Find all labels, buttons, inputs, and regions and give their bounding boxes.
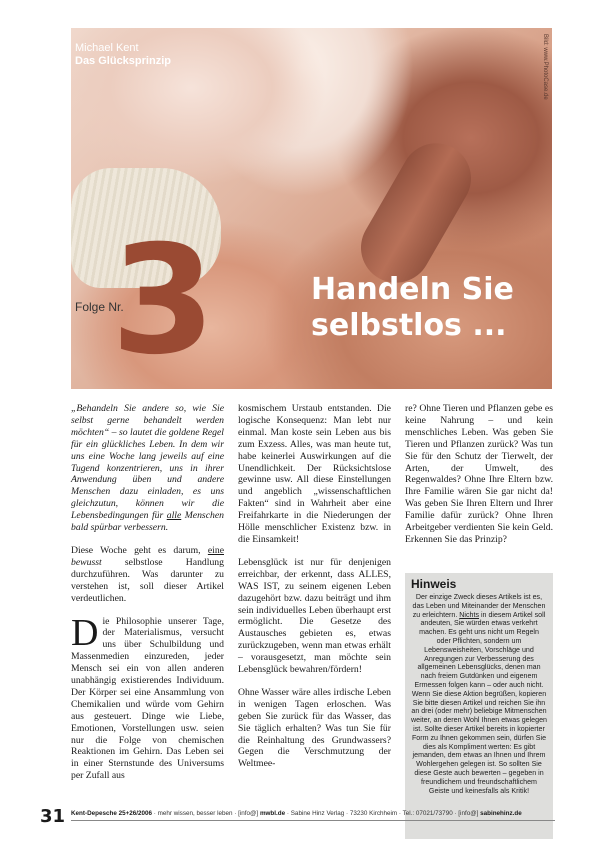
headline-line-1: Handeln Sie (311, 272, 514, 307)
body-paragraph: re? Ohne Tieren und Pflanzen gebe es keine Nahrung – und kein menschliches Leben. Was geben Sie Tieren und Pflanzen zurück? Was tun Sie für den Schutz der Tierwelt, der Arten, der Umwelt, des Regenwaldes? Ohne Ihre Eltern bzw. Ihre Familie wären Sie gar nicht da! Was geben Sie Ihren Eltern und Ihrer Familie dafür zurück? Ohne Ihren Arbeitgeber verdienten Sie kein Geld. Erkennen Sie das Prinzip? (405, 403, 553, 545)
headline (311, 272, 514, 344)
hero-photo (71, 28, 552, 389)
folge-number: 3 (111, 214, 216, 388)
hinweis-title: Hinweis (411, 577, 457, 591)
column-3 (405, 403, 553, 557)
author-name: Michael Kent (75, 42, 139, 54)
footer-rule (71, 820, 555, 821)
column-1 (71, 403, 224, 793)
hinweis-text-2: Wenn Sie diese Aktion begrüßen, kopieren Sie bitte diesen Artikel und reichen Sie ihn an drei (oder mehr) beliebige Mitmenschen weiter, an deren Wohl Ihnen etwas gelegen ist. Sollte dieser Artikel bereits in kopierter Form zu Ihnen gekommen sein, dürfen Sie dies als Kompliment werten: Es gibt jemanden, dem etwas an Ihnen und Ihrem Wohlergehen gelegen ist. So sollten Sie diese Geste auch bewerten – gegeben in freundlichem und freundschaftlichem Geiste und keinesfalls als Kritik! (411, 689, 547, 795)
author-block (75, 42, 171, 68)
intro-quote: „Behandeln Sie andere so, wie Sie selbst gerne behandelt werden möchten“ – so lautet die goldene Regel für ein glückliches Leben. In dem wir uns eine Woche lang jeweils auf eine Tugend konzentrieren, uns in ihrer Anwendung üben und andere Menschen dazu einladen, es uns gleichzutun, können wir die Lebensbedingungen für alle Menschen bald spürbar verbessern. (71, 403, 224, 534)
page-footer (40, 806, 555, 826)
adult-finger (348, 131, 484, 296)
folge-label: Folge Nr. (75, 300, 124, 314)
hinweis-box (405, 573, 553, 839)
headline-line-2: selbstlos ... (311, 308, 507, 343)
body-paragraph: Lebensglück ist nur für denjenigen erreichbar, der erkennt, dass ALLES, WAS IST, zu seinem eigenen Leben dazugehört bzw. dazu beiträgt und ihm sein individuelles Leben überhaupt erst ermöglicht. Die Gesetze des Austausches gebieten es, etwas zurückzugeben, wenn man etwas erhält – vorausgesetzt, man möchte sein Lebensglück bewahren/fördern! (238, 556, 391, 676)
column-2 (238, 403, 391, 781)
intro-paragraph: Diese Woche geht es darum, eine bewusst selbstlose Handlung durchzuführen. Was darunter zu verstehen ist, soll dieser Artikel verdeutlichen. (71, 544, 224, 604)
drop-cap: D (71, 611, 99, 654)
footer-imprint: Kent-Depesche 25+26/2006 · mehr wissen, besser leben · [info@] mwbl.de · Sabine Hinz Verlag · 73230 Kirchheim · Tel.: 07021/73790 · [info@] sabinehinz.de (71, 810, 522, 817)
page-number: 31 (40, 806, 66, 827)
series-title: Das Glücksprinzip (75, 55, 171, 67)
body-paragraph: Ohne Wasser wäre alles irdische Leben in wenigen Tagen erloschen. Was geben Sie zurück für das Wasser, das Sie täglich erhalten? Was tun Sie für die Reinhaltung des Grundwassers? Gegen die Verschmutzung der Weltmee- (238, 686, 391, 770)
body-paragraph: kosmischem Urstaub entstanden. Die logische Konsequenz: Man lebt nur einmal. Man koste sein Leben aus bis zum Exzess. Alles, was man heute tut, habe keinerlei Auswirkungen auf die Unendlichkeit. Der Rücksichtslose gewinne usw. All diese Einstellungen und angeblich „wissenschaftlichen Fakten“ sind in Wahrheit aber eine Freifahrkarte in die Niederungen der Hölle menschlicher Existenz bzw. in die Einsamkeit! (238, 403, 391, 545)
photo-credit: Bild: www.PhotoCase.de (542, 34, 548, 100)
hinweis-text: Der einzige Zweck dieses Artikels ist es, das Leben und Miteinander der Menschen zu erleichtern. Nichts in diesem Artikel soll andeuten, Sie würden etwas verkehrt machen. Es geht uns nicht um Regeln oder Pflichten, sondern um Lebensweisheiten, Vorschläge und Anregungen zur Verbesserung des allgemeinen Lebensglücks, denen man nach freiem Gutdünken und eigenem Ermessen folgen kann – oder auch nicht. (412, 593, 546, 689)
body-paragraph: Die Philosophie unserer Tage, der Materialismus, versucht uns über Schulbildung und Massenmedien einzureden, jeder Mensch sei ein von allen anderen unabhängig existierendes Individuum. Der Körper sei eine Ansammlung von Chemikalien und würde vom Gehirn aus gesteuert. Dinge wie Liebe, Emotionen, Vorstellungen usw. seien nur die Folge von chemischen Reaktionen im Gehirn. Das Leben sei in einer Sternstunde des Universums per Zufall aus (71, 611, 224, 782)
